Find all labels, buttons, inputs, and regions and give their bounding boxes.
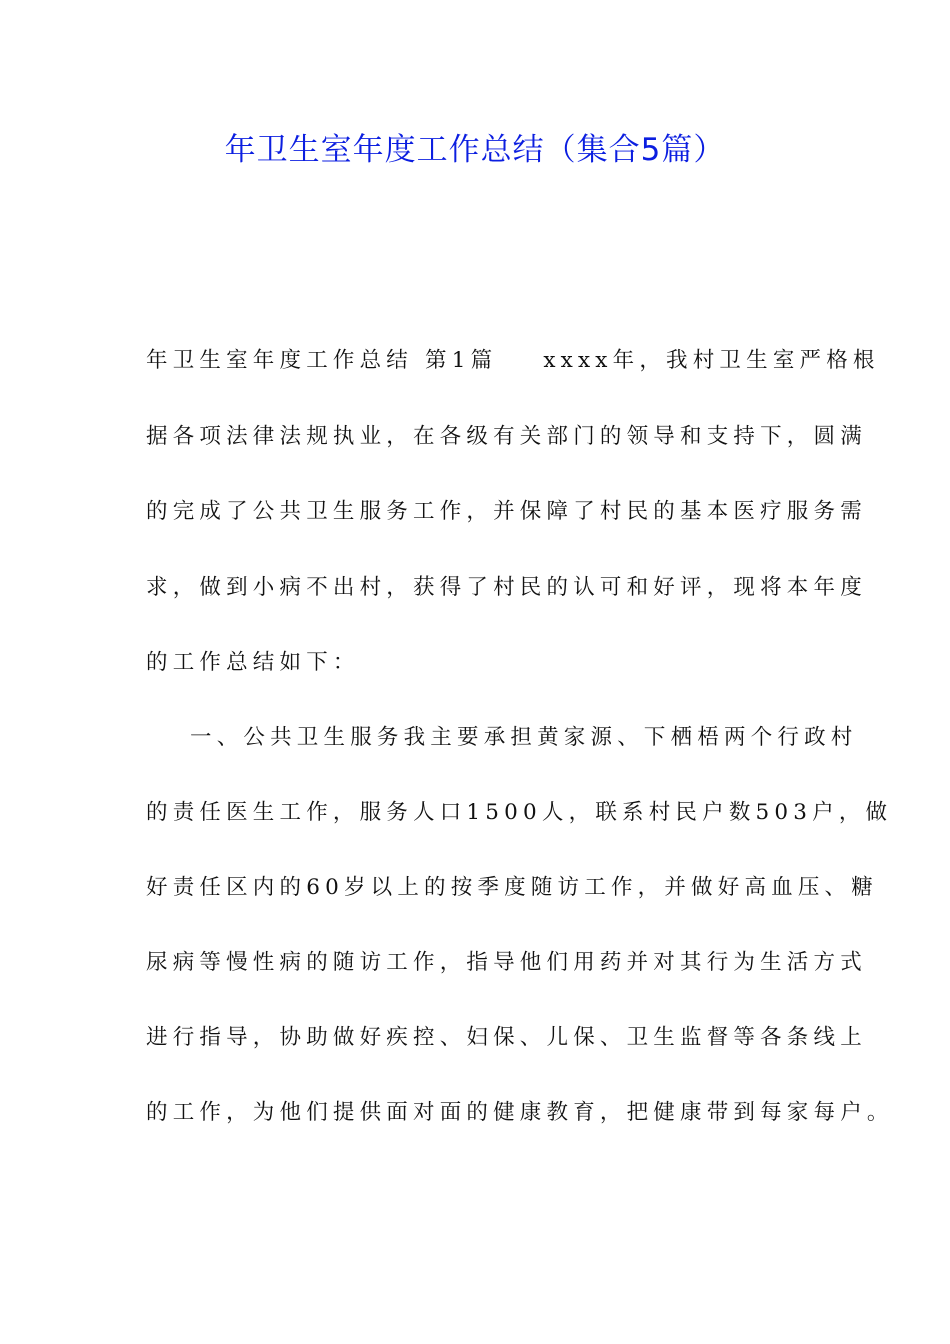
document-title: 年卫生室年度工作总结（集合5篇）: [224, 132, 726, 168]
paragraph-line: 进行指导，协助做好疾控、妇保、儿保、卫生监督等各条线上: [146, 1025, 867, 1050]
paragraph-line: 的工作，为他们提供面对面的健康教育，把健康带到每家每户。: [146, 1100, 894, 1125]
paragraph-line: 的责任医生工作，服务人口1500人，联系村民户数503户，做: [146, 800, 893, 825]
paragraph-line: 好责任区内的60岁以上的按季度随访工作，并做好高血压、糖: [146, 875, 878, 900]
section-heading: 年卫生室年度工作总结 第1篇: [146, 348, 498, 373]
paragraph-line: 求，做到小病不出村，获得了村民的认可和好评，现将本年度: [146, 575, 867, 600]
paragraph-line: 一、公共卫生服务我主要承担黄家源、下栖梧两个行政村: [190, 725, 858, 750]
paragraph-text: xxxx年，我村卫生室严格根: [543, 348, 880, 373]
paragraph-line: 的完成了公共卫生服务工作，并保障了村民的基本医疗服务需: [146, 499, 867, 524]
paragraph-line: [146, 345, 880, 377]
paragraph-line: 据各项法律法规执业，在各级有关部门的领导和支持下，圆满: [146, 424, 867, 449]
paragraph-line: 尿病等慢性病的随访工作，指导他们用药并对其行为生活方式: [146, 950, 867, 975]
paragraph-line: 的工作总结如下：: [146, 650, 360, 675]
